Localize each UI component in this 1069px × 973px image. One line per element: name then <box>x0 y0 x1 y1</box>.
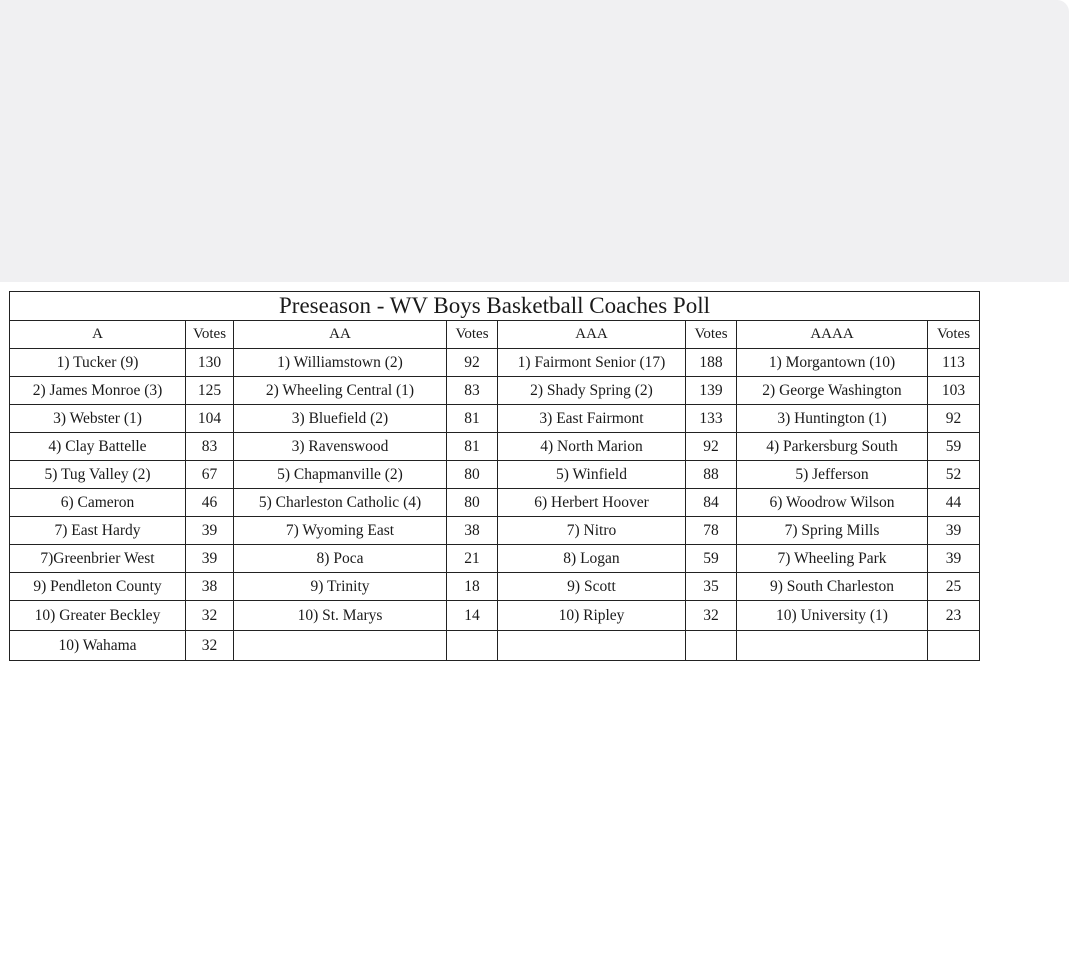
team-cell <box>234 631 447 661</box>
team-cell: 5) Chapmanville (2) <box>234 461 447 489</box>
table-row <box>10 631 980 661</box>
team-cell: 7) Nitro <box>498 517 686 545</box>
votes-cell: 25 <box>928 573 980 601</box>
votes-cell: 32 <box>186 631 234 661</box>
column-header: Votes <box>186 321 234 349</box>
team-cell: 5) Winfield <box>498 461 686 489</box>
votes-cell: 83 <box>186 433 234 461</box>
team-cell: 1) Fairmont Senior (17) <box>498 349 686 377</box>
team-cell: 10) Ripley <box>498 601 686 631</box>
blank-panel <box>0 0 1069 282</box>
votes-cell: 39 <box>928 545 980 573</box>
team-cell: 6) Woodrow Wilson <box>737 489 928 517</box>
team-cell: 9) Pendleton County <box>10 573 186 601</box>
team-cell: 3) Bluefield (2) <box>234 405 447 433</box>
column-header: AA <box>234 321 447 349</box>
votes-cell: 46 <box>186 489 234 517</box>
votes-cell <box>447 631 498 661</box>
team-cell: 6) Cameron <box>10 489 186 517</box>
votes-cell: 113 <box>928 349 980 377</box>
team-cell: 2) James Monroe (3) <box>10 377 186 405</box>
team-cell: 3) Webster (1) <box>10 405 186 433</box>
team-cell: 7) Spring Mills <box>737 517 928 545</box>
table-row <box>10 461 980 489</box>
votes-cell: 80 <box>447 489 498 517</box>
team-cell: 10) University (1) <box>737 601 928 631</box>
team-cell: 1) Morgantown (10) <box>737 349 928 377</box>
team-cell: 7) Wheeling Park <box>737 545 928 573</box>
votes-cell: 130 <box>186 349 234 377</box>
votes-cell: 52 <box>928 461 980 489</box>
team-cell <box>737 631 928 661</box>
votes-cell: 81 <box>447 433 498 461</box>
votes-cell: 78 <box>686 517 737 545</box>
table-row <box>10 517 980 545</box>
team-cell: 2) Shady Spring (2) <box>498 377 686 405</box>
team-cell: 3) Huntington (1) <box>737 405 928 433</box>
table-row <box>10 489 980 517</box>
team-cell: 3) Ravenswood <box>234 433 447 461</box>
votes-cell: 104 <box>186 405 234 433</box>
team-cell: 1) Williamstown (2) <box>234 349 447 377</box>
votes-cell: 139 <box>686 377 737 405</box>
column-header: AAAA <box>737 321 928 349</box>
team-cell: 1) Tucker (9) <box>10 349 186 377</box>
votes-cell: 32 <box>186 601 234 631</box>
votes-cell: 39 <box>928 517 980 545</box>
votes-cell: 44 <box>928 489 980 517</box>
votes-cell: 125 <box>186 377 234 405</box>
votes-cell: 103 <box>928 377 980 405</box>
table-row <box>10 545 980 573</box>
table-row <box>10 601 980 631</box>
team-cell: 10) St. Marys <box>234 601 447 631</box>
team-cell <box>498 631 686 661</box>
team-cell: 4) Clay Battelle <box>10 433 186 461</box>
votes-cell: 80 <box>447 461 498 489</box>
votes-cell: 84 <box>686 489 737 517</box>
table-title: Preseason - WV Boys Basketball Coaches Poll <box>10 292 980 321</box>
table-row <box>10 433 980 461</box>
team-cell: 10) Wahama <box>10 631 186 661</box>
votes-cell: 188 <box>686 349 737 377</box>
votes-cell: 14 <box>447 601 498 631</box>
team-cell: 8) Poca <box>234 545 447 573</box>
votes-cell: 38 <box>186 573 234 601</box>
table-row <box>10 349 980 377</box>
team-cell: 9) Scott <box>498 573 686 601</box>
poll-table <box>9 291 980 661</box>
votes-cell: 35 <box>686 573 737 601</box>
column-header: Votes <box>928 321 980 349</box>
votes-cell: 39 <box>186 545 234 573</box>
votes-cell: 92 <box>447 349 498 377</box>
votes-cell: 92 <box>928 405 980 433</box>
team-cell: 2) George Washington <box>737 377 928 405</box>
team-cell: 8) Logan <box>498 545 686 573</box>
column-header: Votes <box>447 321 498 349</box>
team-cell: 5) Tug Valley (2) <box>10 461 186 489</box>
votes-cell: 133 <box>686 405 737 433</box>
team-cell: 7) East Hardy <box>10 517 186 545</box>
votes-cell <box>686 631 737 661</box>
votes-cell: 83 <box>447 377 498 405</box>
votes-cell: 32 <box>686 601 737 631</box>
votes-cell <box>928 631 980 661</box>
team-cell: 4) North Marion <box>498 433 686 461</box>
team-cell: 4) Parkersburg South <box>737 433 928 461</box>
votes-cell: 21 <box>447 545 498 573</box>
votes-cell: 67 <box>186 461 234 489</box>
table-row <box>10 377 980 405</box>
table-row <box>10 573 980 601</box>
votes-cell: 38 <box>447 517 498 545</box>
votes-cell: 23 <box>928 601 980 631</box>
column-header: AAA <box>498 321 686 349</box>
votes-cell: 81 <box>447 405 498 433</box>
team-cell: 6) Herbert Hoover <box>498 489 686 517</box>
header-row <box>10 321 980 349</box>
votes-cell: 18 <box>447 573 498 601</box>
team-cell: 2) Wheeling Central (1) <box>234 377 447 405</box>
votes-cell: 88 <box>686 461 737 489</box>
team-cell: 5) Jefferson <box>737 461 928 489</box>
column-header: A <box>10 321 186 349</box>
team-cell: 9) South Charleston <box>737 573 928 601</box>
votes-cell: 59 <box>928 433 980 461</box>
team-cell: 7) Wyoming East <box>234 517 447 545</box>
column-header: Votes <box>686 321 737 349</box>
team-cell: 7)Greenbrier West <box>10 545 186 573</box>
team-cell: 5) Charleston Catholic (4) <box>234 489 447 517</box>
votes-cell: 39 <box>186 517 234 545</box>
team-cell: 9) Trinity <box>234 573 447 601</box>
team-cell: 3) East Fairmont <box>498 405 686 433</box>
table-row <box>10 405 980 433</box>
votes-cell: 59 <box>686 545 737 573</box>
votes-cell: 92 <box>686 433 737 461</box>
team-cell: 10) Greater Beckley <box>10 601 186 631</box>
